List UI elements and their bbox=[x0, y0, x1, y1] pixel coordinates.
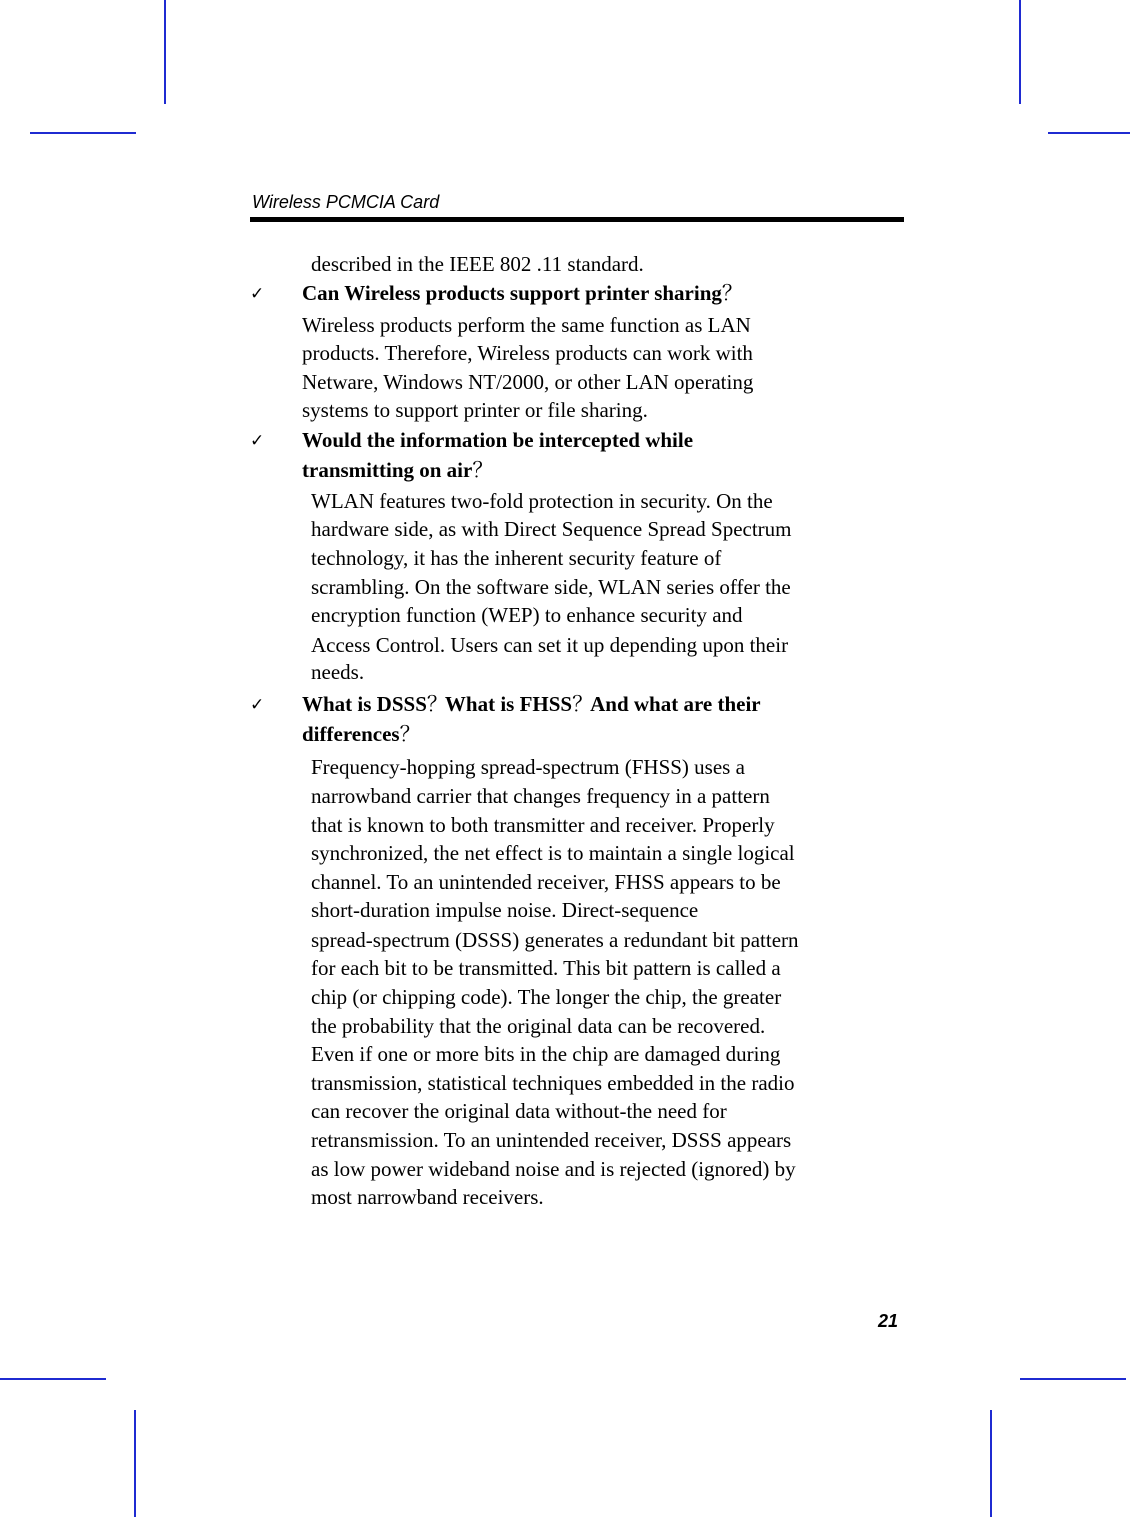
faq-question bbox=[302, 692, 761, 716]
answer-line: Netware, Windows NT/2000, or other LAN operating bbox=[302, 370, 754, 394]
answer-line: that is known to both transmitter and receiver. Properly bbox=[311, 813, 775, 837]
crop-mark-bottom-left-horizontal bbox=[0, 1378, 106, 1380]
answer-line: retransmission. To an unintended receiver, DSSS appears bbox=[311, 1128, 792, 1152]
question-mark: ？ bbox=[572, 692, 594, 716]
checkmark-icon: ✓ bbox=[250, 431, 265, 451]
answer-line: as low power wideband noise and is rejected (ignored) by bbox=[311, 1157, 796, 1181]
answer-line: can recover the original data without-the need for bbox=[311, 1099, 727, 1123]
question-mark: ？ bbox=[721, 281, 743, 305]
answer-line: technology, it has the inherent security feature of bbox=[311, 546, 722, 570]
faq-question bbox=[302, 458, 494, 482]
answer-line: short-duration impulse noise. Direct-sequence bbox=[311, 898, 699, 922]
page-number: 21 bbox=[878, 1311, 899, 1331]
checkmark-icon: ✓ bbox=[250, 284, 265, 304]
crop-mark-top-right-horizontal bbox=[1048, 132, 1130, 134]
crop-mark-top-left-vertical bbox=[164, 0, 166, 104]
question-text: And what are their bbox=[590, 692, 761, 716]
answer-line: products. Therefore, Wireless products can work with bbox=[302, 341, 753, 365]
answer-line: systems to support printer or file sharing. bbox=[302, 398, 648, 422]
answer-line: Frequency-hopping spread-spectrum (FHSS) uses a bbox=[311, 755, 745, 779]
faq-question bbox=[302, 281, 743, 305]
answer-line: narrowband carrier that changes frequency in a pattern bbox=[311, 784, 770, 808]
answer-line: spread-spectrum (DSSS) generates a redundant bit pattern bbox=[311, 928, 799, 952]
answer-line: for each bit to be transmitted. This bit pattern is called a bbox=[311, 956, 781, 980]
crop-mark-bottom-right-vertical bbox=[990, 1410, 992, 1517]
answer-line: chip (or chipping code). The longer the chip, the greater bbox=[311, 985, 782, 1009]
question-text: What is DSSS bbox=[302, 692, 427, 716]
answer-line: Wireless products perform the same function as LAN bbox=[302, 313, 751, 337]
crop-mark-top-right-vertical bbox=[1019, 0, 1021, 104]
answer-line: the probability that the original data can be recovered. bbox=[311, 1014, 766, 1038]
crop-mark-bottom-left-vertical bbox=[134, 1410, 136, 1517]
question-text: differences bbox=[302, 722, 400, 746]
header-rule bbox=[250, 217, 904, 222]
answer-line: hardware side, as with Direct Sequence Spread Spectrum bbox=[311, 517, 792, 541]
answer-line: synchronized, the net effect is to maintain a single logical bbox=[311, 841, 795, 865]
answer-line: needs. bbox=[311, 660, 365, 684]
question-mark: ？ bbox=[426, 692, 448, 716]
question-mark: ？ bbox=[472, 458, 494, 482]
crop-mark-top-left-horizontal bbox=[30, 132, 136, 134]
running-header: Wireless PCMCIA Card bbox=[252, 192, 440, 212]
answer-line: most narrowband receivers. bbox=[311, 1185, 544, 1209]
question-mark: ？ bbox=[399, 722, 421, 746]
intro-line: described in the IEEE 802 .11 standard. bbox=[311, 252, 644, 276]
answer-line: transmission, statistical techniques embedded in the radio bbox=[311, 1071, 795, 1095]
faq-question bbox=[302, 722, 421, 746]
answer-line: WLAN features two-fold protection in security. On the bbox=[311, 489, 773, 513]
crop-mark-bottom-right-horizontal bbox=[1020, 1378, 1126, 1380]
answer-line: scrambling. On the software side, WLAN series offer the bbox=[311, 575, 791, 599]
answer-line: Access Control. Users can set it up depending upon their bbox=[311, 633, 789, 657]
answer-line: channel. To an unintended receiver, FHSS appears to be bbox=[311, 870, 781, 894]
answer-line: Even if one or more bits in the chip are damaged during bbox=[311, 1042, 781, 1066]
checkmark-icon: ✓ bbox=[250, 695, 265, 715]
question-text: What is FHSS bbox=[444, 692, 573, 716]
question-text: transmitting on air bbox=[302, 458, 473, 482]
answer-line: encryption function (WEP) to enhance security and bbox=[311, 603, 743, 627]
faq-question: Would the information be intercepted while bbox=[302, 428, 694, 452]
question-text: Can Wireless products support printer sharing bbox=[302, 281, 722, 305]
